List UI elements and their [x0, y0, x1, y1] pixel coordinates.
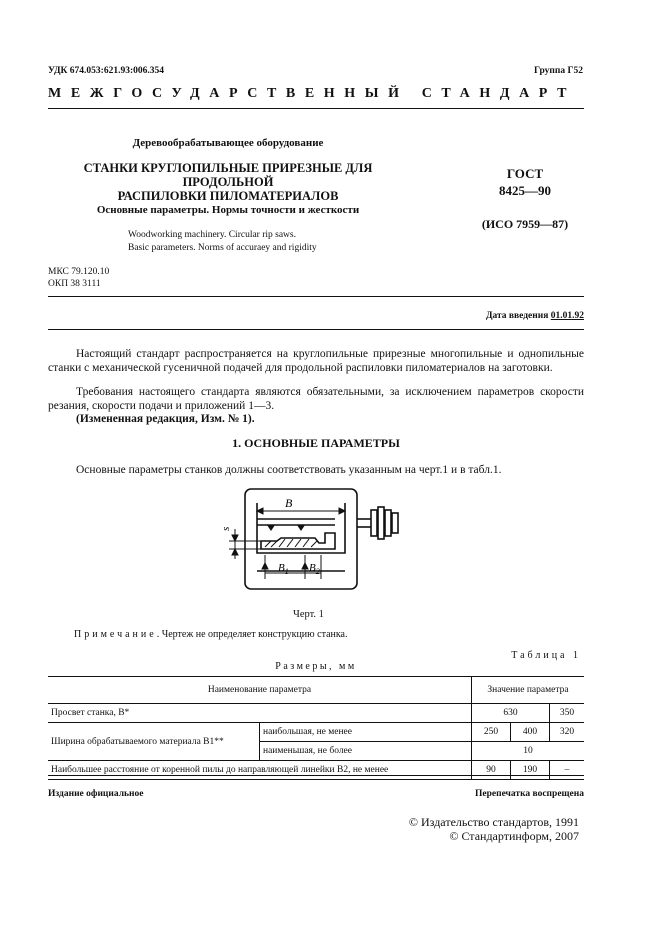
udk-code: УДК 674.053:621.93:006.354 [48, 66, 165, 76]
note-text: . Чертеж не определяет конструкцию станка. [156, 629, 348, 640]
copyright-line1: © Издательство стандартов, 1991 [408, 815, 579, 829]
okp-code: ОКП 38 3111 [48, 279, 101, 289]
english-title [128, 229, 488, 255]
row2a-value3: 320 [550, 723, 585, 742]
row3-value3: – [550, 761, 585, 780]
note-label: Примечание [74, 629, 157, 640]
title-line1: СТАНКИ КРУГЛОПИЛЬНЫЕ ПРИРЕЗНЫЕ ДЛЯ ПРОДОЛЬНОЙ [83, 161, 373, 189]
edition-label: Издание официальное [48, 789, 144, 799]
mks-code: МКС 79.120.10 [48, 267, 110, 277]
row3-value2: 190 [511, 761, 550, 780]
table-label: Таблица 1 [511, 650, 581, 661]
header-param-name: Наименование параметра [48, 677, 472, 704]
blade-markers [267, 525, 305, 531]
date-rule [48, 329, 584, 330]
paragraph-requirements: Требования настоящего стандарта являются обязательными, за исключением параметров скорости резания, скорости подачи и приложений 1—3. [48, 386, 584, 412]
row2a-value2: 400 [511, 723, 550, 742]
row1-value1: 630 [472, 704, 550, 723]
section1-text: Основные параметры станков должны соответствовать указанным на черт.1 и в табл.1. [76, 464, 502, 476]
gost-number: 8425—90 [499, 183, 551, 198]
row1-value2: 350 [550, 704, 585, 723]
table-row [48, 723, 584, 742]
note [74, 629, 348, 640]
header-param-value: Значение параметра [472, 677, 585, 704]
row1-name: Просвет станка, B* [48, 704, 472, 723]
label-s: s [220, 526, 232, 531]
english-line2: Basic parameters. Norms of accuraey and rigidity [128, 243, 317, 253]
row2-name: Ширина обрабатываемого материала B1** [48, 723, 260, 761]
gost-label: ГОСТ [506, 166, 544, 181]
standard-type: МЕЖГОСУДАРСТВЕННЫЙ СТАНДАРТ [48, 86, 577, 101]
drawing-chert1 [205, 483, 415, 608]
row2b-sub: наименьшая, не более [260, 742, 472, 761]
subtitle: Основные параметры. Нормы точности и жесткости [96, 204, 360, 216]
gost-designation [470, 165, 580, 199]
copyright-block [409, 815, 579, 843]
table-header-row [48, 677, 584, 704]
title [48, 161, 408, 203]
label-B1: $B_1$ [278, 562, 289, 576]
category: Деревообрабатывающее оборудование [132, 137, 324, 149]
title-line2: РАСПИЛОВКИ ПИЛОМАТЕРИАЛОВ [117, 189, 339, 203]
english-line1: Woodworking machinery. Circular rip saws. [128, 230, 296, 240]
label-B2: $B_2$ [309, 562, 320, 576]
intro-date-label: Дата введения [485, 311, 549, 321]
row3-value1: 90 [472, 761, 511, 780]
row3-name: Наибольшее расстояние от коренной пилы до направляющей линейки B2, не менее [48, 761, 472, 780]
parameters-table [48, 677, 584, 780]
intro-date-value: 01.01.92 [550, 311, 584, 321]
group-code: Группа Г52 [534, 66, 583, 76]
row2a-sub: наибольшая, не менее [260, 723, 472, 742]
paragraph-scope: Настоящий стандарт распространяется на круглопильные прирезные многопильные и однопильные станки с механической гусеничной подачей для продольной распиловки пиломатериалов на заготовки. [48, 348, 584, 374]
row2b-value: 10 [472, 742, 585, 761]
iso-reference: (ИСО 7959—87) [481, 217, 569, 231]
motor-coupling [357, 507, 398, 539]
header-row [48, 66, 583, 76]
drawing-caption: Черт. 1 [293, 609, 324, 620]
header-rule [48, 108, 584, 109]
reprint-label: Перепечатка воспрещена [474, 789, 584, 799]
classification-codes [48, 266, 109, 290]
amendment-note: (Измененная редакция, Изм. № 1). [76, 413, 255, 425]
table-bottom-rule [48, 775, 584, 776]
label-B: B [285, 496, 293, 510]
intro-date [486, 311, 584, 321]
table-units: Размеры, мм [275, 661, 357, 672]
row2a-value1: 250 [472, 723, 511, 742]
section1-title: 1. ОСНОВНЫЕ ПАРАМЕТРЫ [232, 436, 400, 450]
codes-rule [48, 296, 584, 297]
table-row [48, 704, 584, 723]
copyright-line2: © Стандартинформ, 2007 [449, 829, 579, 843]
table-row [48, 761, 584, 780]
